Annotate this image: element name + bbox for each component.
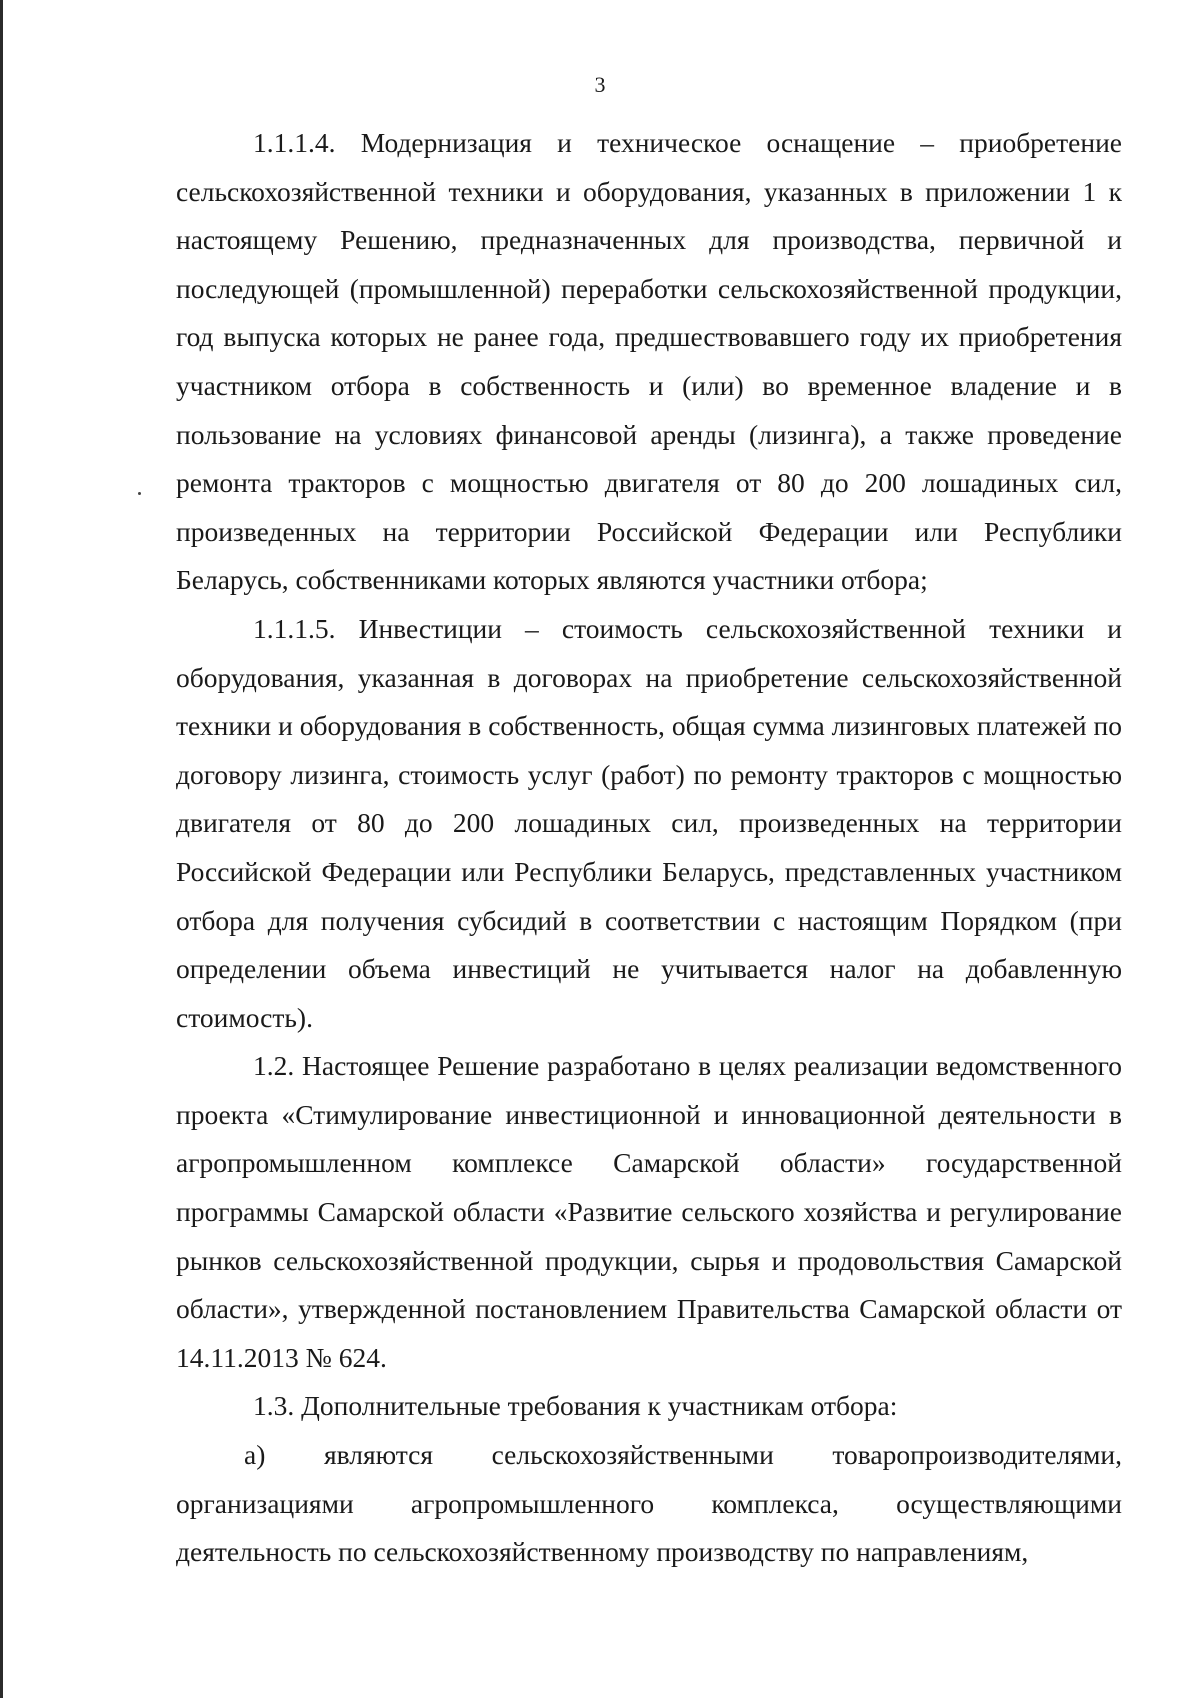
scan-left-edge <box>0 0 3 1698</box>
page-number: 3 <box>594 72 606 97</box>
scan-speck <box>138 492 141 495</box>
paragraph-1-1-1-4: 1.1.1.4. Модернизация и техническое оснащение – приобретение сельскохозяйственной техники и оборудования, указанных в приложении 1 к настоящему Решению, предназначенных для производства, первичной и последующей (промышленной) переработки сельскохозяйственной продукции, год выпуска которых не ранее года, предшествовавшего году их приобретения участником отбора в собственность и (или) во временное владение и в пользование на условиях финансовой аренды (лизинга), а также проведение ремонта тракторов с мощностью двигателя от 80 до 200 лошадиных сил, произведенных на территории Российской Федерации или Республики Беларусь, собственниками которых являются участники отбора; <box>176 127 1122 596</box>
paragraph-1-1-1-5: 1.1.1.5. Инвестиции – стоимость сельскохозяйственной техники и оборудования, указанная в договорах на приобретение сельскохозяйственной техники и оборудования в собственность, общая сумма лизинговых платежей по договору лизинга, стоимость услуг (работ) по ремонту тракторов с мощностью двигателя от 80 до 200 лошадиных сил, произведенных на территории Российской Федерации или Республики Беларусь, представленных участником отбора для получения субсидий в соответствии с настоящим Порядком (при определении объема инвестиций не учитывается налог на добавленную стоимость). <box>176 612 1122 1033</box>
paragraph-1-3-a: а) являются сельскохозяйственными товаропроизводителями, организациями агропромышленного комплекса, осуществляющими деятельность по сельскохозяйственному производству по направлениям, <box>176 1439 1122 1568</box>
document-body <box>176 119 1122 1577</box>
paragraph-1-2: 1.2. Настоящее Решение разработано в целях реализации ведомственного проекта «Стимулирование инвестиционной и инновационной деятельности в агропромышленном комплексе Самарской области» государственной программы Самарской области «Развитие сельского хозяйства и регулирование рынков сельскохозяйственной продукции, сырья и продовольствия Самарской области», утвержденной постановлением Правительства Самарской области от 14.11.2013 № 624. <box>176 1050 1122 1373</box>
paragraph-1-3: 1.3. Дополнительные требования к участникам отбора: <box>253 1390 898 1422</box>
